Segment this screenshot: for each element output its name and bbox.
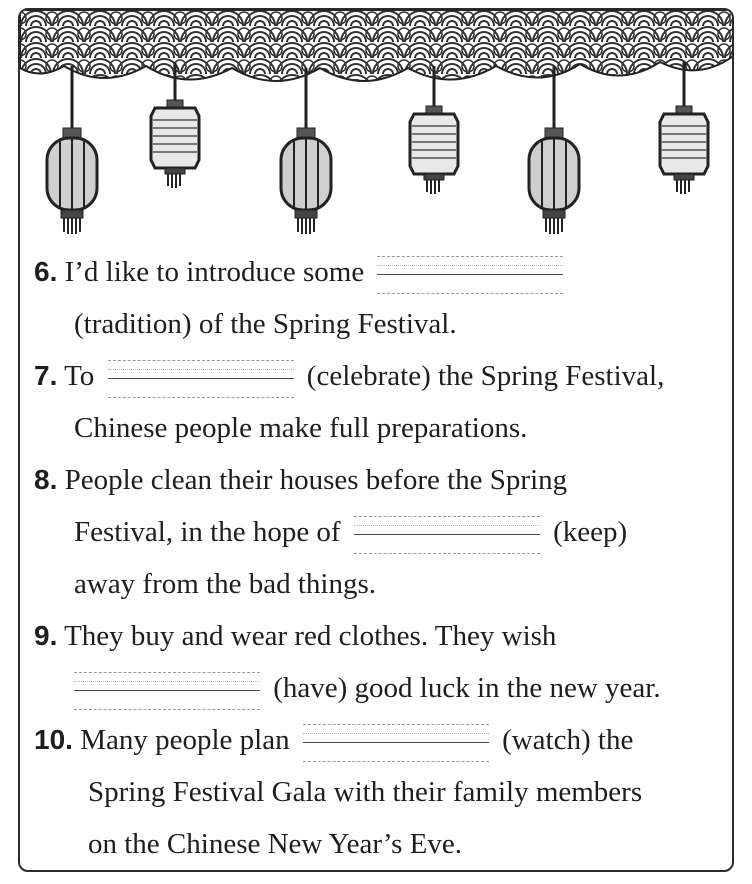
question-text: Chinese people make full preparations. bbox=[74, 412, 528, 444]
question-text: (celebrate) the Spring Festival, bbox=[306, 360, 665, 392]
question-text: People clean their houses before the Spring bbox=[64, 464, 568, 496]
question-9: 9. They buy and wear red clothes. They wish (have) good luck in the new year. bbox=[34, 610, 724, 714]
answer-blank[interactable] bbox=[303, 720, 489, 764]
question-text: (have) good luck in the new year. bbox=[273, 672, 661, 704]
worksheet-frame bbox=[18, 8, 734, 872]
question-6: 6. I’d like to introduce some (tradition) of the Spring Festival. bbox=[34, 246, 724, 350]
question-text: I’d like to introduce some bbox=[64, 256, 365, 288]
question-text: They buy and wear red clothes. They wish bbox=[64, 620, 557, 652]
question-text: (watch) the bbox=[502, 724, 634, 756]
answer-blank[interactable] bbox=[74, 668, 260, 712]
answer-blank[interactable] bbox=[354, 512, 540, 556]
question-number: 6 bbox=[34, 256, 50, 287]
question-text: Festival, in the hope of bbox=[74, 516, 341, 548]
question-number: 9 bbox=[34, 620, 50, 651]
question-text: Spring Festival Gala with their family members bbox=[88, 776, 643, 808]
question-number: 7 bbox=[34, 360, 50, 391]
question-text: To bbox=[64, 360, 95, 392]
question-8: 8. People clean their houses before the Spring Festival, in the hope of (keep) away from the bad things. bbox=[34, 464, 628, 600]
question-number: 8 bbox=[34, 464, 50, 495]
answer-blank[interactable] bbox=[377, 252, 563, 296]
question-text: away from the bad things. bbox=[74, 568, 377, 600]
question-text: (tradition) of the Spring Festival. bbox=[74, 308, 457, 340]
question-text: on the Chinese New Year’s Eve. bbox=[88, 828, 462, 860]
answer-blank[interactable] bbox=[108, 356, 294, 400]
question-text: Many people plan bbox=[80, 724, 290, 756]
question-7: 7. To (celebrate) the Spring Festival, Chinese people make full preparations. bbox=[34, 350, 724, 454]
question-number: 10 bbox=[34, 724, 66, 755]
question-text: (keep) bbox=[553, 516, 628, 548]
lantern-banner-illustration bbox=[20, 10, 734, 242]
question-10: 10. Many people plan (watch) the Spring Festival Gala with their family members on the Chinese New Year’s Eve. bbox=[34, 714, 724, 870]
